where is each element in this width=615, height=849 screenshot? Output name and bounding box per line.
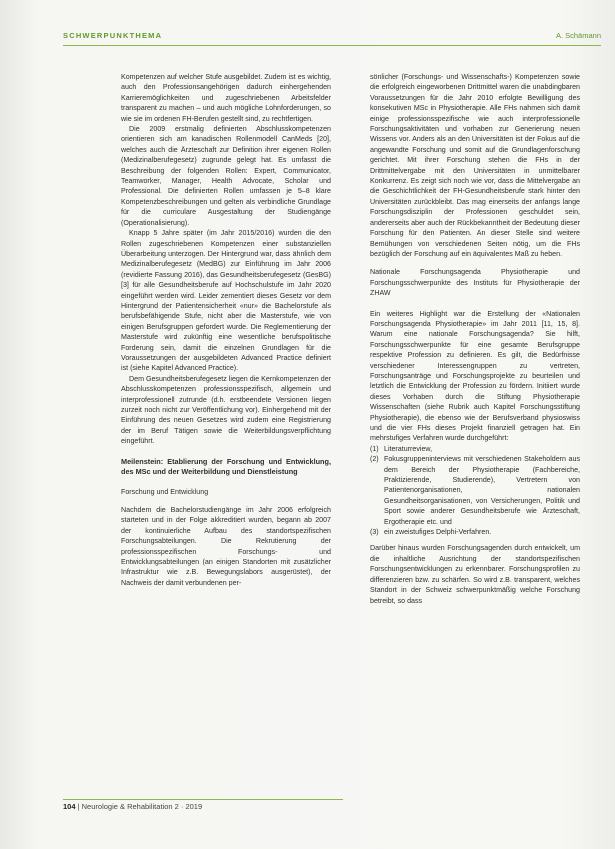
subsection-heading: Forschung und Entwicklung: [121, 487, 209, 496]
section-label: SCHWERPUNKTHEMA: [63, 31, 163, 40]
paragraph: Ein weiteres Highlight war die Erstellung der «Nationalen Forschungsagenda Physiotherapie» im Jahr 2011 [11, 15, 8]. Warum eine nationale Forschungsagenda? Sie hilft, Forschungsschwerpunkte für eine gesamte Berufsgruppe respektive Profession zu definieren. Es gilt, die Bedürfnisse verschiedener Interessengruppen zu vertreten, Forschungsanträge und Forschungsprojekte zu beurteilen und letztlich die Entwicklung der Profession zu fördern. Initiiert wurde dieses Vorhaben durch die Stiftung Physiotherapie Wissenschaften (siehe Rubrik auch Kapitel Forschungsstiftung Physiotherapie), die ebenso wie der Berufsverband physioswiss und die vier FHs dieses Projekt finanziell getragen hat. Ein mehrstufiges Verfahren wurde durchgeführt:: [370, 309, 580, 443]
paragraph: Dem Gesundheitsberufegesetz liegen die Kernkompetenzen der Abschlusskompetenzen professionsspezifisch, allgemein und interprofessionell zutrunde (d.h. erstbeendete Versionen liegen zurzeit noch nicht zur Veröffentlichung vor). Einhergehend mit der Einführung des neuen Gesetzes wird zudem eine Registrierung der im Beruf Tätigen sowie die Weiterbildungsverpflichtung eingeführt.: [121, 374, 331, 446]
list-number: (2): [370, 455, 379, 464]
journal-name: | Neurologie & Rehabilitation 2 · 2019: [77, 802, 203, 811]
list-item: [370, 444, 580, 454]
section-heading: Meilenstein: Etablierung der Forschung und Entwicklung, des MSc und der Weiterbildung und Dienstleistung: [121, 456, 331, 476]
list-text: Fokusgruppeninterviews mit verschiedenen Stakeholdern aus dem Bereich der Physiotherapie (Fachbereiche, Praktizierende, Studierende), Vertretern von Patientenorganisationen, nationalen Gesundheitsorganisationen, von Versicherungen, Politik und Sport sowie anderer Gesundheitsberufe wie Ärzteschaft, Ergotherapie etc. und: [384, 455, 580, 526]
page-number: 104: [63, 802, 76, 811]
right-column: [370, 72, 580, 606]
page-footer: [63, 799, 343, 811]
list-text: Literaturreview,: [384, 444, 433, 453]
paragraph: Darüber hinaus wurden Forschungsagenden durch entwickelt, um die inhaltliche Ausrichtung der standortspezifischen Forschungsentwicklungen zu erkennbarer. Forschungsprofilen zu differenzieren bzw. zu schärfen. So wird z.B. transparent, welches Standort in der Schweiz schwerpunktmäßig welche Forschung betreibt, so dass: [370, 544, 580, 605]
running-author: A. Schämann: [555, 31, 601, 40]
paragraph: Nachdem die Bachelorstudiengänge im Jahr 2006 erfolgreich starteten und in der Folge akkreditiert wurden, begann ab 2007 der kontinuierliche Aufbau des standortspezifischen Forschungsabteilungen. Die Rekrutierung der professionsspezifischen Forschungs- und Entwicklungsabteilungen (an einigen Standorten mit zusätzlicher Infrastruktur wie z.B. Bewegungslabors ausgerüstet), der Nachweis der damit verbundenen per-: [121, 506, 331, 587]
list-number: (1): [370, 444, 379, 453]
paragraph: sönlicher (Forschungs- und Wissenschafts-) Kompetenzen sowie die erfolgreich eingeworbenen Drittmittel waren die unabdingbaren Voraussetzungen für die Jahr 2010 erfolgte Bewilligung des konsekutiven MSc in Physiotherapie. Alle FHs nahmen sich damit einige professionsspezifische wie auch interprofessionelle Forschungsaktivitäten und vorhaben zur Generierung neuen Wissens vor. Anders als an den Universitäten ist der Fokus auf die angewandte Forschung und somit auf die Grundlagenforschung gerichtet. Mit ihrer Forschung stehen die FHs in der Drittmittelvergabe mit den Universitäten in unmittelbarer Konkurrenz. Es zeigt sich noch wie vor, dass die Mittelvergabe an die Geschichtlichkeit der FH-Gesundheitsberufe stark hinter den Universitäten zurückbleibt. Das mag einerseits der anfangs lange Forschungsdisziplin der Professionen geschuldet sein, andererseits aber auch der Rückbekanntheit der Bedeutung dieser Forschung für den Patienten. An dieser Stelle sind weitere Bemühungen von verschiedenen Seiten nötig, um die FHs bezüglich der Forschung auf ein äquivalentes Maß zu heben.: [370, 73, 580, 258]
list-number: (3): [370, 528, 379, 537]
paragraph: Die 2009 erstmalig definierten Abschlusskompetenzen orientieren sich am kanadischen Rollenmodell CanMeds [20], welches auch die Ärzteschaft zur Definition ihrer eigenen Rollen (Medizinalberufegesetz) zugrunde gelegt hat. Es umfasst die Beschreibung der folgenden Rollen: Expert, Communicator, Teamworker, Manager, Health Advocate, Scholar und Professional. Die definierten Rollen umfassen je 5–8 klare Kompetenzbeschreibungen und gelten als verbindliche Grundlage für die curriculare Ausgestaltung der Studiengänge (Operationalisierung).: [121, 125, 331, 227]
left-column: [121, 72, 331, 588]
subsection-heading: Nationale Forschungsagenda Physiotherapie und Forschungsschwerpunkte des Instituts für Physiotherapie der ZHAW: [370, 268, 580, 298]
list-item: [370, 527, 580, 537]
page-header: [63, 31, 601, 46]
paragraph: Kompetenzen auf welcher Stufe ausgebildet. Zudem ist es wichtig, auch den Professionsangehörigen dadurch einhergehenden Karrieremöglichkeiten und zugeschriebenen Arbeitsfelder transparent zu machen – und auch mögliche Lohnforderungen, so wie sie im ordenen FH-Berufen gestellt sind, zu rechtfertigen.: [121, 73, 331, 123]
list-text: ein zweistufiges Delphi-Verfahren.: [384, 528, 492, 537]
list-item: [370, 454, 580, 527]
paragraph: Knapp 5 Jahre später (im Jahr 2015/2016) wurden die den Rollen zugeschriebenen Kompetenzen einer substanziellen Überarbeitung unterzogen. Der Hintergrund war, dass ähnlich dem Medizinalberufegesetz (MedBG) zur Einführung im Jahr 2006 (revidierte Fassung 2016), das Gesundheitsberufegesetz (GesBG) [3] für alle Gesundheitsberufe auf Hochschulstufe im Jahr 2020 eingeführt werden wird. Leider zementiert dieses Gesetz vor dem Hintergrund der Patientensicherheit «nur» die Bachelorstufe als berufsbefähigende Stufe, nicht aber die Masterstufe, wie von einigen Berufsgruppen gefordert wurde. Die Reglementierung der Masterstufe wird zukünftig eine wesentliche berufspolitische Forderung sein, damit die einzelnen Grundlagen für die Voraussetzungen der ausgebildeten Advanced Practice definiert ist (siehe Kapitel Advanced Practice).: [121, 229, 331, 373]
numbered-list: [370, 444, 580, 538]
